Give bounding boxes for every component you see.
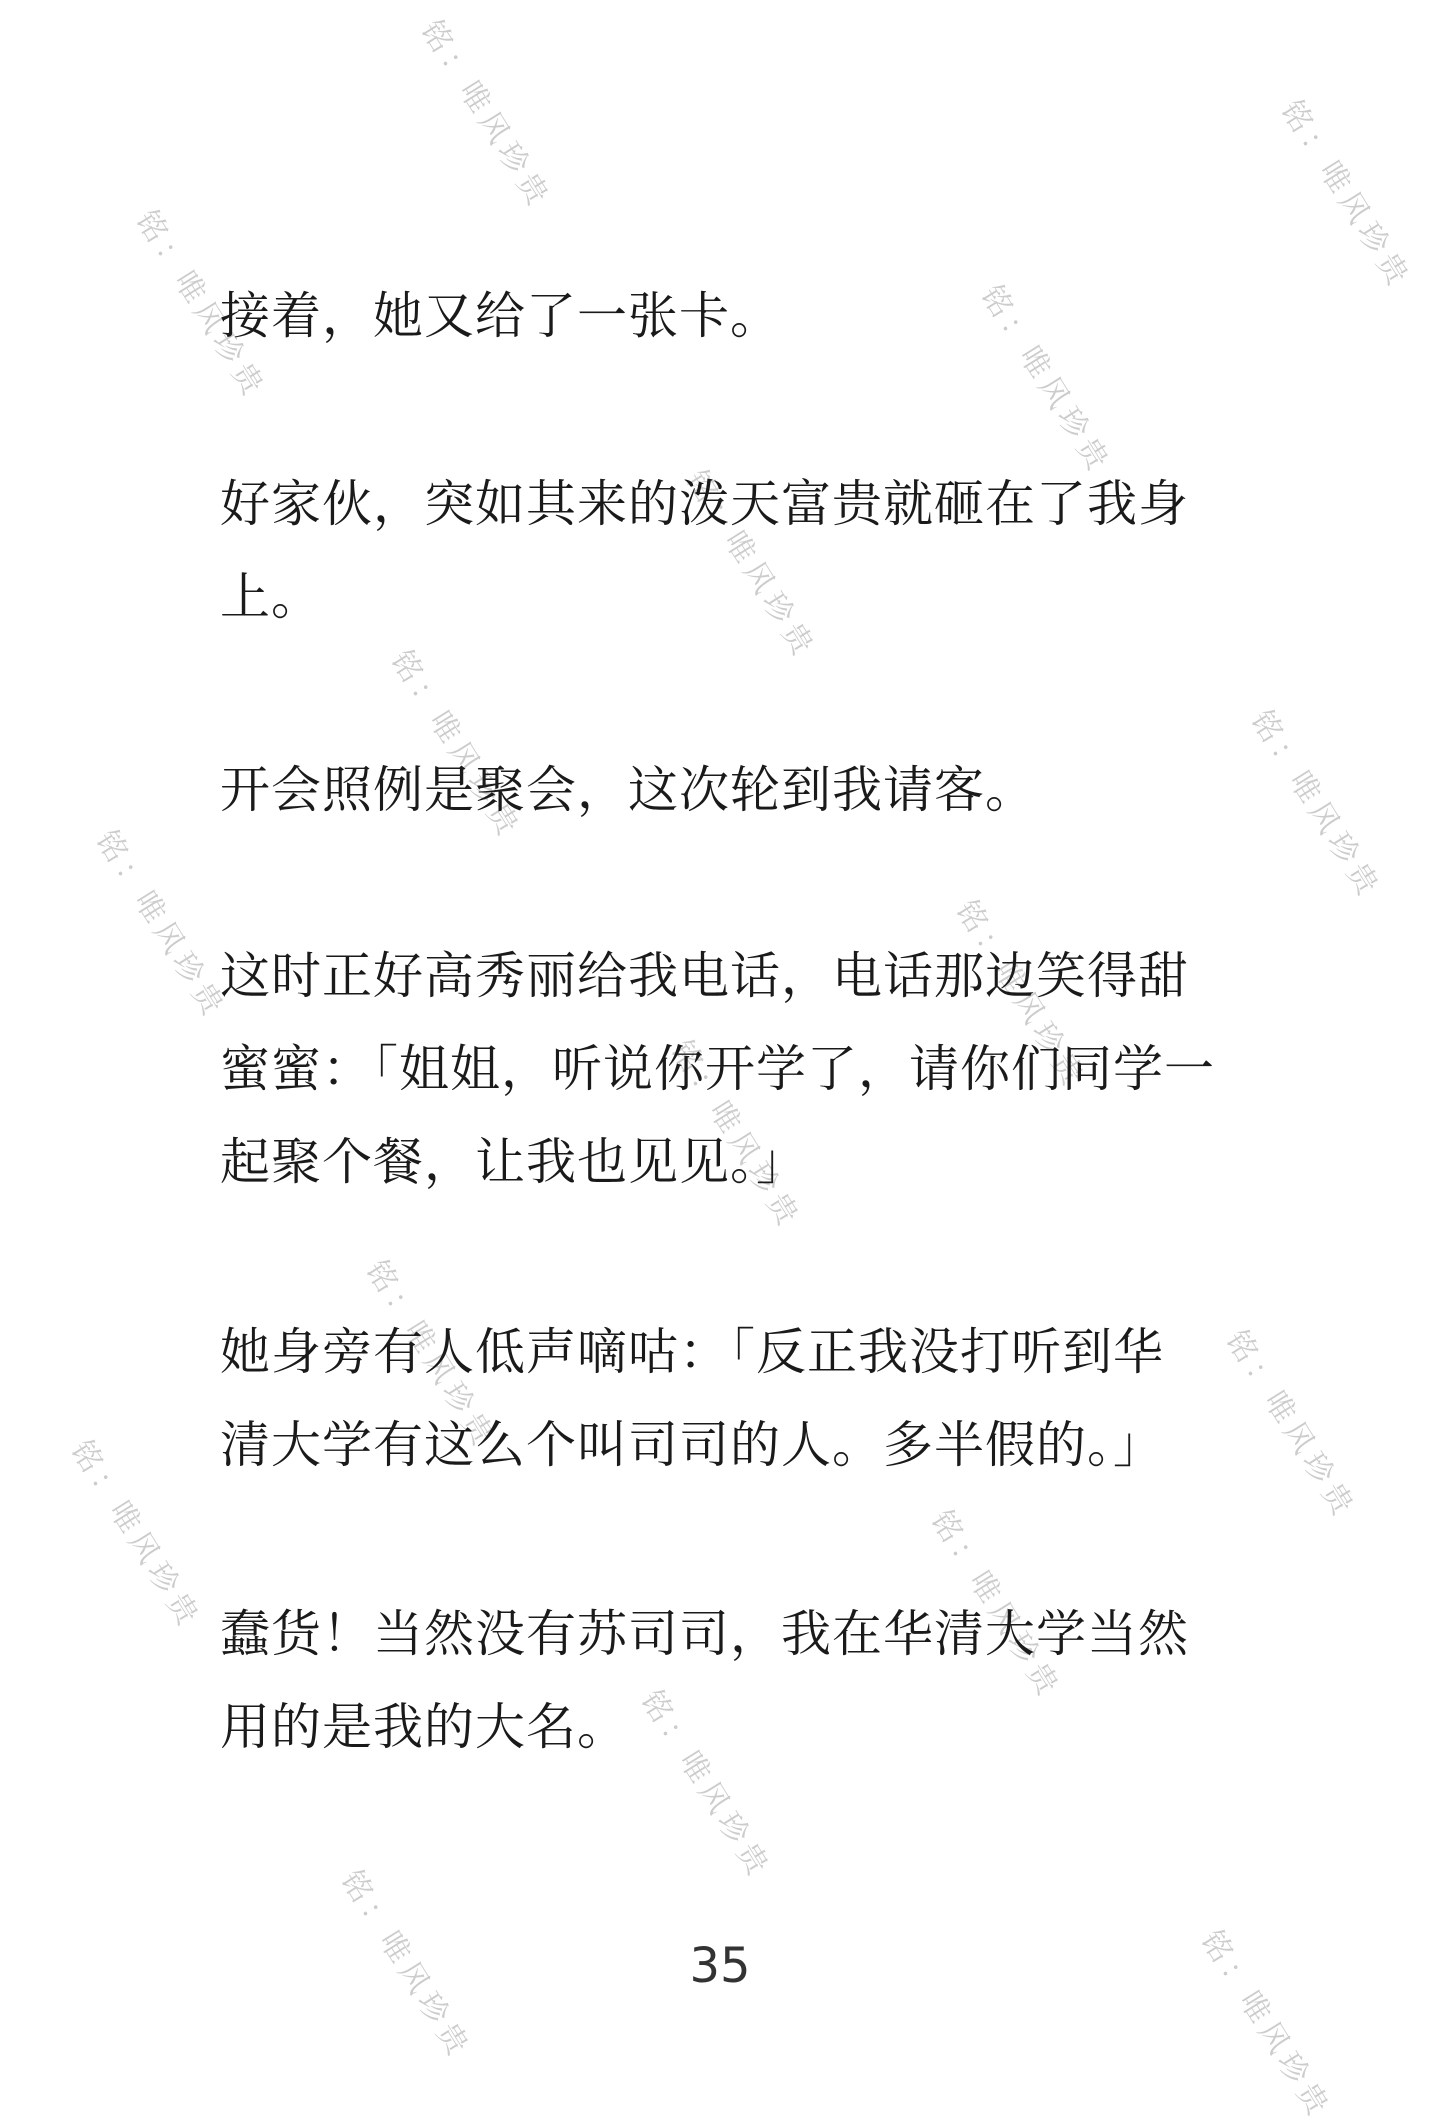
watermark: 铭：唯风珍贵: [413, 14, 558, 216]
watermark: 铭：唯风珍贵: [633, 1684, 778, 1886]
paragraph-line: 这时正好高秀丽给我电话，电话那边笑得甜: [220, 947, 1189, 1005]
watermark: 铭：唯风珍贵: [1243, 704, 1388, 906]
watermark: 铭：唯风珍贵: [63, 1434, 208, 1636]
watermark: 铭：唯风珍贵: [358, 1254, 503, 1456]
watermark: 铭：唯风珍贵: [678, 464, 823, 666]
watermark: 铭：唯风珍贵: [333, 1864, 478, 2066]
watermark: 铭：唯风珍贵: [88, 824, 233, 1026]
page-number: 35: [689, 1938, 751, 1994]
paragraph-line: 她身旁有人低声嘀咕：「反正我没打听到华: [220, 1323, 1164, 1381]
paragraph-line: 接着，她又给了一张卡。: [220, 287, 781, 345]
paragraph-line: 清大学有这么个叫司司的人。多半假的。」: [220, 1416, 1164, 1474]
watermark: 铭：唯风珍贵: [1218, 1324, 1363, 1526]
watermark: 铭：唯风珍贵: [973, 279, 1118, 481]
watermark: 铭：唯风珍贵: [1193, 1924, 1338, 2126]
watermark: 铭：唯风珍贵: [948, 894, 1093, 1096]
watermark: 铭：唯风珍贵: [383, 644, 528, 846]
paragraph-line: 蜜蜜：「姐姐，听说你开学了，请你们同学一: [220, 1040, 1215, 1098]
paragraph-line: 开会照例是聚会，这次轮到我请客。: [220, 761, 1036, 819]
paragraph-line: 用的是我的大名。: [220, 1698, 628, 1756]
watermark: 铭：唯风珍贵: [1273, 94, 1418, 296]
paragraph-line: 起聚个餐，让我也见见。」: [220, 1133, 807, 1191]
paragraph-line: 好家伙，突如其来的泼天富贵就砸在了我身: [220, 475, 1189, 533]
watermark: 铭：唯风珍贵: [923, 1504, 1068, 1706]
paragraph-line: 上。: [220, 568, 322, 626]
watermark: 铭：唯风珍贵: [663, 1034, 808, 1236]
watermark: 铭：唯风珍贵: [128, 204, 273, 406]
paragraph-line: 蠢货！当然没有苏司司，我在华清大学当然: [220, 1605, 1189, 1663]
